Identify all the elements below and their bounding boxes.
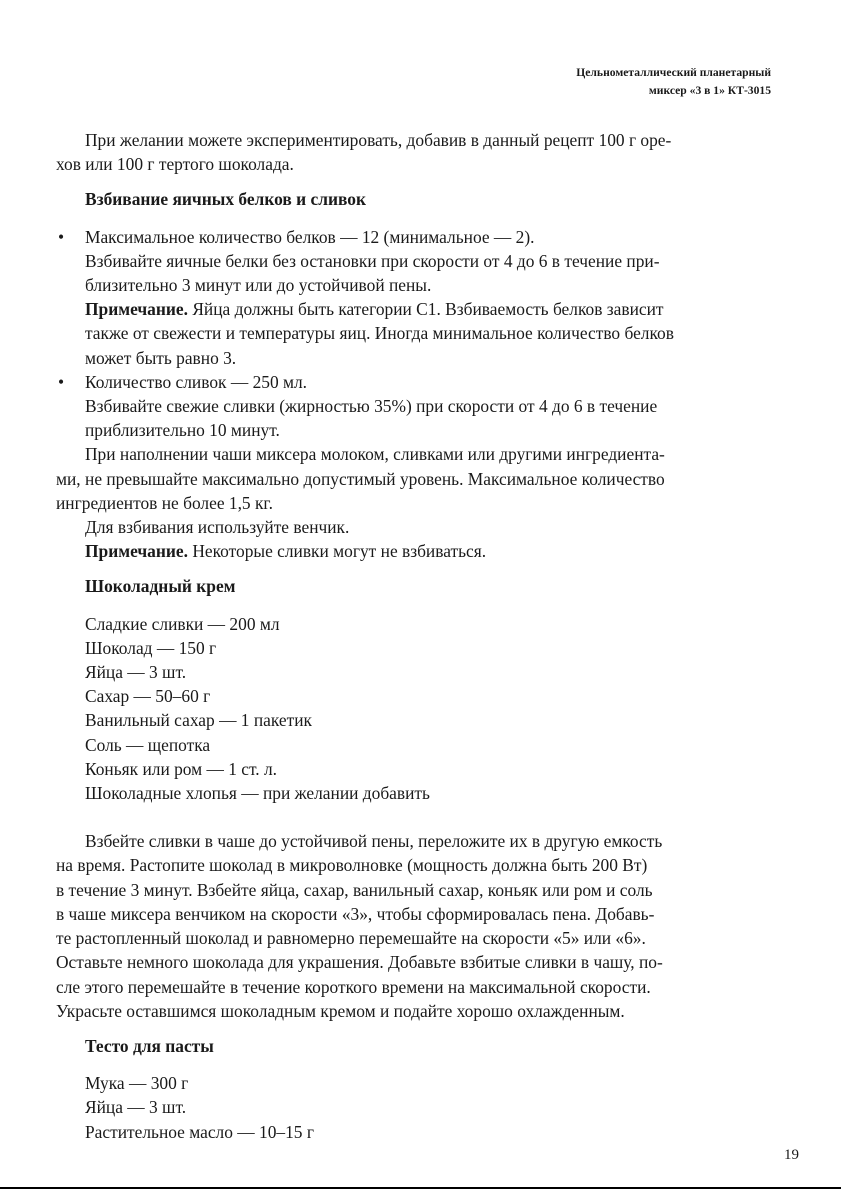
bullet-text-line: приблизительно 10 минут. bbox=[85, 420, 280, 441]
ingredient-item: Соль — щепотка bbox=[85, 734, 211, 755]
ingredient-item: Мука — 300 г bbox=[85, 1073, 189, 1094]
capacity-paragraph-line: При наполнении чаши миксера молоком, сливками или другими ингредиента- bbox=[85, 444, 665, 465]
whisk-instruction: Для взбивания используйте венчик. bbox=[85, 517, 350, 538]
note-line bbox=[85, 297, 766, 321]
method-line: Украсьте оставшимся шоколадным кремом и подайте хорошо охлажденным. bbox=[56, 1000, 625, 1021]
bullet-text-line: Взбивайте свежие сливки (жирностью 35%) при скорости от 4 до 6 в течение bbox=[85, 396, 658, 417]
bullet-text-line: Взбивайте яичные белки без остановки при скорости от 4 до 6 в течение при- bbox=[85, 250, 660, 271]
ingredient-item: Шоколад — 150 г bbox=[85, 637, 217, 658]
method-paragraph bbox=[56, 829, 766, 1023]
bullet-first-line: Количество сливок — 250 мл. bbox=[85, 371, 308, 392]
method-line: сле этого перемешайте в течение короткого времени на максимальной скорости. bbox=[56, 976, 651, 997]
method-line: на время. Растопите шоколад в микроволновке (мощность должна быть 200 Вт) bbox=[56, 855, 648, 876]
capacity-paragraph-line: ми, не превышайте максимально допустимый уровень. Максимальное количество bbox=[56, 468, 665, 489]
ingredient-list-pasta bbox=[56, 1071, 766, 1144]
method-line: в чаше миксера венчиком на скорости «3», чтобы сформировалась пена. Добавь- bbox=[56, 903, 655, 924]
note-label: Примечание. bbox=[85, 541, 188, 562]
bullet-first-line: Максимальное количество белков — 12 (минимальное — 2). bbox=[85, 226, 535, 247]
section-heading-chocolate-cream: Шоколадный крем bbox=[85, 576, 236, 597]
note-label: Примечание. bbox=[85, 299, 188, 320]
intro-line-2: хов или 100 г тертого шоколада. bbox=[56, 154, 294, 175]
ingredient-item: Ванильный сахар — 1 пакетик bbox=[85, 710, 312, 731]
section-heading-pasta-dough: Тесто для пасты bbox=[85, 1035, 214, 1056]
bullet-item-cream bbox=[56, 370, 766, 443]
intro-line-1: При желании можете экспериментировать, добавив в данный рецепт 100 г оре- bbox=[85, 130, 672, 150]
method-line: те растопленный шоколад и равномерно перемешайте на скорости «5» или «6». bbox=[56, 928, 646, 949]
note-text-line: также от свежести и температуры яиц. Иногда минимальное количество белков bbox=[85, 323, 674, 344]
ingredient-item: Яйца — 3 шт. bbox=[85, 1097, 187, 1118]
ingredient-item: Шоколадные хлопья — при желании добавить bbox=[85, 783, 430, 804]
bullet-marker: • bbox=[58, 371, 65, 392]
method-line: Оставьте немного шоколада для украшения. Добавьте взбитые сливки в чашу, по- bbox=[56, 952, 663, 973]
ingredient-item: Сахар — 50–60 г bbox=[85, 686, 211, 707]
ingredient-item: Яйца — 3 шт. bbox=[85, 662, 187, 683]
bullet-text-line: близительно 3 минут или до устойчивой пены. bbox=[85, 275, 432, 296]
note-paragraph bbox=[56, 539, 766, 563]
ingredient-item: Сладкие сливки — 200 мл bbox=[85, 613, 280, 634]
note-text-line: может быть равно 3. bbox=[85, 347, 237, 368]
running-header bbox=[576, 64, 771, 99]
ingredient-list-chocolate bbox=[56, 612, 766, 806]
header-line-1: Цельнометаллический планетарный bbox=[576, 66, 771, 79]
note-text: Некоторые сливки могут не взбиваться. bbox=[187, 541, 487, 562]
page-body bbox=[56, 128, 766, 1144]
section-heading-whipping: Взбивание яичных белков и сливок bbox=[85, 189, 366, 210]
capacity-paragraph-line: ингредиентов не более 1,5 кг. bbox=[56, 492, 273, 513]
method-line: в течение 3 минут. Взбейте яйца, сахар, ванильный сахар, коньяк или ром и соль bbox=[56, 879, 653, 900]
header-line-2: миксер «3 в 1» КТ-3015 bbox=[648, 83, 771, 97]
bullet-item-whites bbox=[56, 225, 766, 370]
ingredient-item: Растительное масло — 10–15 г bbox=[85, 1121, 314, 1142]
bullet-marker: • bbox=[58, 226, 65, 247]
ingredient-item: Коньяк или ром — 1 ст. л. bbox=[85, 758, 278, 779]
page-number: 19 bbox=[784, 1147, 799, 1163]
note-text: Яйца должны быть категории С1. Взбиваемость белков зависит bbox=[187, 299, 664, 320]
method-line: Взбейте сливки в чаше до устойчивой пены, переложите их в другую емкость bbox=[85, 831, 663, 852]
bottom-edge-rule bbox=[0, 1187, 841, 1189]
